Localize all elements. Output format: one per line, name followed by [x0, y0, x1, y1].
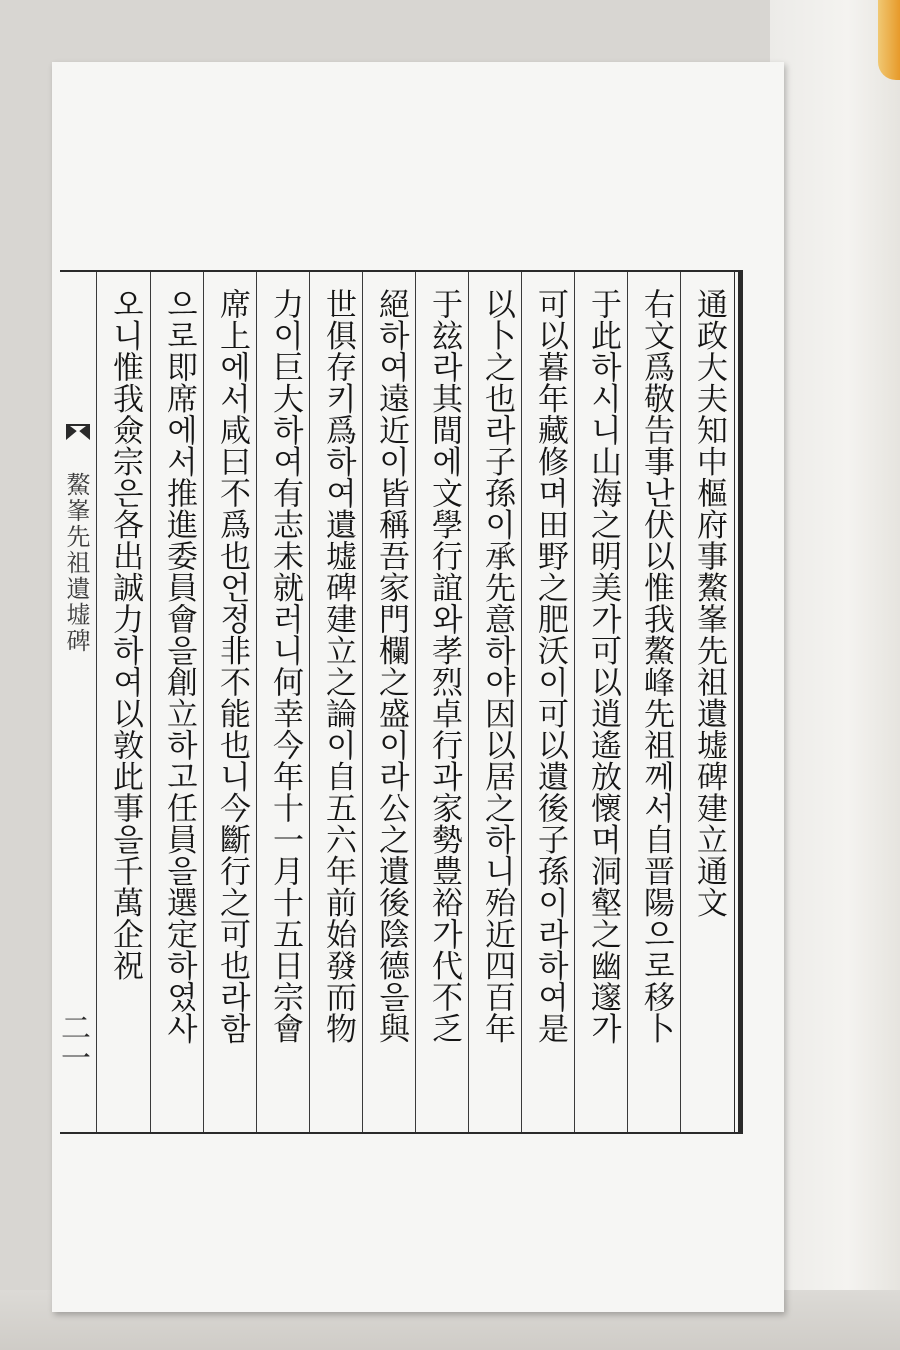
text-column-7: 絕하여遠近이皆稱吾家門欄之盛이라公之遺後陰德을與 [373, 288, 409, 1044]
column-rule [521, 272, 522, 1132]
text-column-11: 으로即席에서推進委員會을創立하고任員을選定하였사 [161, 288, 197, 1044]
column-rule [468, 272, 469, 1132]
column-rule [680, 272, 681, 1132]
text-column-10: 席上에서咸曰不爲也언정非不能也니今斷行之可也라함 [214, 288, 250, 1044]
book-cover-edge [878, 0, 900, 80]
running-title: 鰲峯先祖遺墟碑 [62, 472, 90, 654]
column-rule [150, 272, 151, 1132]
column-rule [627, 272, 628, 1132]
page-number: 二一 [55, 1012, 90, 1072]
text-column-8: 世俱存키爲하여遺墟碑建立之論이自五六年前始發而物 [320, 288, 356, 1044]
text-column-3: 于此하시니山海之明美가可以逍遙放懷며洞壑之幽邃가 [585, 288, 621, 1044]
text-column-1: 通政大夫知中樞府事鰲峯先祖遺墟碑建立通文 [691, 288, 727, 918]
column-rule [574, 272, 575, 1132]
fishtail-marker-icon [64, 422, 92, 442]
column-rule [362, 272, 363, 1132]
underlying-page-edge [770, 0, 900, 1350]
column-rule [415, 272, 416, 1132]
text-column-2: 右文爲敬告事난伏以惟我鰲峰先祖께서自晋陽으로移卜 [638, 288, 674, 1044]
text-column-4: 可以暮年藏修며田野之肥沃이可以遺後子孫이라하여是 [532, 288, 568, 1044]
text-column-5: 以卜之也라子孫이承先意하야因以居之하니殆近四百年 [479, 288, 515, 1044]
column-rule [256, 272, 257, 1132]
text-column-12: 오니惟我僉宗은各出誠力하여以敦此事을千萬企祝 [107, 288, 143, 981]
book-page [52, 62, 784, 1312]
page-margin-column [55, 272, 97, 1132]
column-rule [309, 272, 310, 1132]
column-rule [203, 272, 204, 1132]
text-column-9: 力이巨大하여有志未就러니何幸今年十一月十五日宗會 [267, 288, 303, 1044]
text-column-6: 于玆라其間에文學行誼와孝烈卓行과家勢豊裕가代不乏 [426, 288, 462, 1044]
text-frame [55, 270, 743, 1134]
